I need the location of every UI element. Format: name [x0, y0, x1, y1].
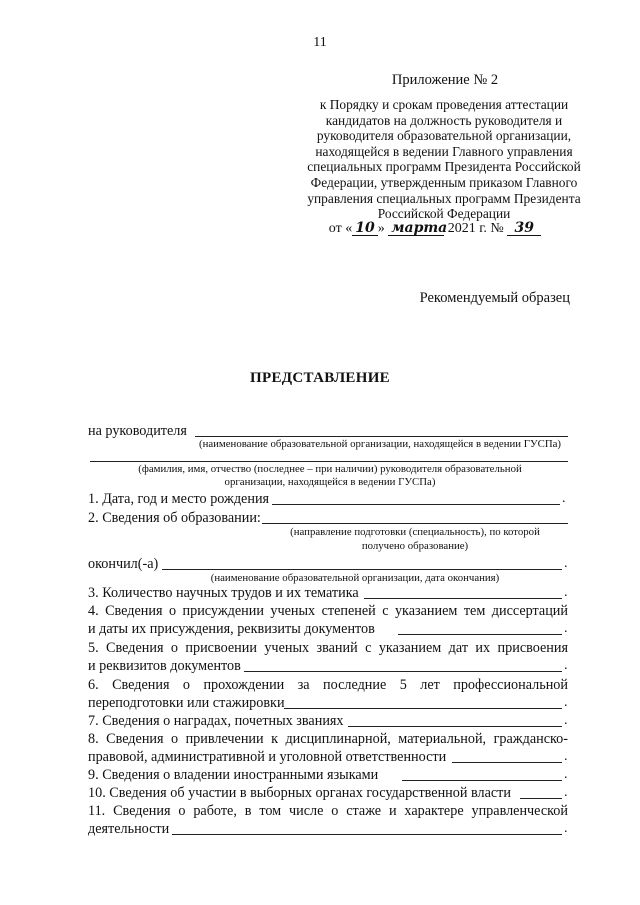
item-8b [88, 749, 568, 766]
item-5a: 5. Сведения о присвоении ученых званий с указанием дат их присвоения [88, 640, 568, 656]
birth-field[interactable] [272, 504, 560, 505]
graduated-dot: . [564, 556, 568, 571]
item-5b [88, 658, 568, 675]
item-1-label: 1. Дата, год и место рождения [88, 491, 270, 507]
item-10 [88, 785, 568, 802]
item-3-dot: . [564, 585, 568, 600]
item-3 [88, 585, 568, 602]
appendix-line: управления специальных программ Президента [307, 190, 581, 206]
item-11a: 11. Сведения о работе, в том числе о стаже и характере управленческой [88, 803, 568, 819]
order-prefix: от « [328, 221, 353, 236]
person-field[interactable] [90, 461, 568, 462]
works-field[interactable] [364, 598, 562, 599]
item-2-label: 2. Сведения об образовании: [88, 510, 261, 526]
liability-field[interactable] [452, 762, 562, 763]
order-year: 2021 г. № [447, 221, 504, 236]
education-field[interactable] [262, 523, 568, 524]
appendix-text [288, 97, 600, 222]
item-5b-label: и реквизитов документов [88, 658, 241, 674]
item-4b-label: и даты их присуждения, реквизиты документов [88, 621, 375, 637]
order-mid: » [377, 221, 385, 236]
order-number: 39 [507, 221, 541, 236]
training-field[interactable] [284, 708, 562, 709]
order-day: 10 [352, 221, 377, 236]
appendix-line: находящейся в ведении Главного управления [315, 143, 573, 159]
item-1-dot: . [562, 491, 566, 506]
awards-field[interactable] [348, 726, 562, 727]
item-4-dot: . [564, 621, 568, 636]
graduated-field[interactable] [162, 569, 562, 570]
item-11b [88, 821, 568, 838]
item-9-label: 9. Сведения о владении иностранными языками [88, 767, 379, 783]
appendix-line: специальных программ Президента Российской [307, 159, 581, 175]
order-month: марта [388, 221, 444, 236]
item-6a: 6. Сведения о прохождении за последние 5 лет профессиональной [88, 677, 568, 693]
item-8-dot: . [564, 749, 568, 764]
manager-label: на руководителя [88, 423, 187, 439]
item-11b-label: деятельности [88, 821, 170, 837]
manager-field[interactable] [195, 436, 568, 437]
item-1 [88, 491, 568, 508]
elections-field[interactable] [520, 798, 562, 799]
item-7-label: 7. Сведения о наградах, почетных званиях [88, 713, 344, 729]
order-reference [300, 221, 570, 237]
item-11-dot: . [564, 821, 568, 836]
appendix-line: руководителя образовательной организации, [316, 128, 572, 144]
item-8a: 8. Сведения о привлечении к дисциплинарной, материальной, гражданско- [88, 731, 568, 747]
manager-caption: (наименование образовательной организации, находящейся в ведении ГУСПа) [198, 438, 562, 450]
degrees-field[interactable] [398, 634, 562, 635]
item-6b [88, 695, 568, 712]
item-7 [88, 713, 568, 730]
item-2-caption-2: получено образование) [361, 540, 469, 552]
appendix-line: Российской Федерации [377, 206, 511, 222]
item-9-dot: . [564, 767, 568, 782]
item-4b [88, 621, 568, 638]
languages-field[interactable] [402, 780, 562, 781]
titles-field[interactable] [244, 671, 562, 672]
person-caption-1: (фамилия, имя, отчество (последнее – при наличии) руководителя образовательной [138, 463, 522, 475]
item-6-dot: . [564, 695, 568, 710]
graduated-label: окончил(-а) [88, 556, 159, 572]
item-8b-label: правовой, административной и уголовной ответственности [88, 749, 447, 765]
appendix-line: к Порядку и срокам проведения аттестации [319, 97, 569, 112]
appendix-title: Приложение № 2 [391, 72, 499, 88]
item-4a: 4. Сведения о присуждении ученых степеней с указанием тем диссертаций [88, 603, 568, 619]
person-caption-2: организации, находящейся в ведении ГУСПа) [224, 476, 436, 488]
document-title: ПРЕДСТАВЛЕНИЕ [250, 370, 390, 386]
item-5-dot: . [564, 658, 568, 673]
item-2 [88, 510, 568, 527]
work-field[interactable] [172, 834, 562, 835]
appendix-line: кандидатов на должность руководителя и [325, 112, 563, 128]
item-7-dot: . [564, 713, 568, 728]
appendix-line: Федерации, утвержденным приказом Главного [310, 174, 578, 190]
page-number: 11 [313, 35, 327, 50]
item-6b-label: переподготовки или стажировки [88, 695, 285, 711]
graduated-caption: (наименование образовательной организации, дата окончания) [210, 572, 500, 584]
item-10-label: 10. Сведения об участии в выборных органах государственной власти [88, 785, 511, 801]
recommended-sample: Рекомендуемый образец [419, 290, 570, 306]
item-3-label: 3. Количество научных трудов и их тематика [88, 585, 359, 601]
item-9 [88, 767, 568, 784]
item-10-dot: . [564, 785, 568, 800]
graduated-row [88, 556, 568, 573]
item-2-caption-1: (направление подготовки (специальность), по которой [290, 526, 540, 538]
